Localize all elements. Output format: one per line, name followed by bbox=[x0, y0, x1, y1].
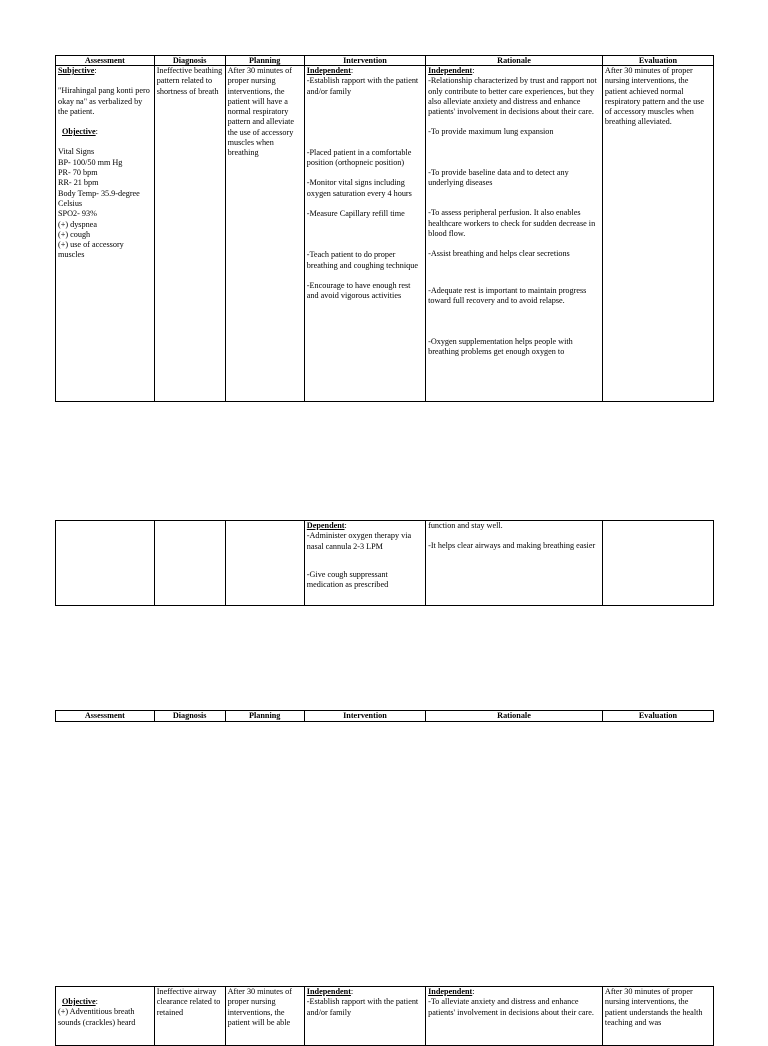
header-diagnosis: Diagnosis bbox=[154, 711, 225, 722]
intervention-cell: Dependent: -Administer oxygen therapy via nasal cannula 2-3 LPM -Give cough suppressant medication as prescribed bbox=[304, 521, 425, 606]
rationale-item: -To assess peripheral perfusion. It also enables healthcare workers to check for sudden decrease in blood flow. bbox=[428, 208, 596, 238]
header-evaluation: Evaluation bbox=[602, 711, 713, 722]
objective-label: Objective bbox=[62, 997, 96, 1006]
header-assessment: Assessment bbox=[56, 711, 155, 722]
planning-cell bbox=[225, 521, 304, 606]
vital-item: (+) cough bbox=[58, 229, 91, 239]
intervention-item: -Administer oxygen therapy via nasal cannula 2-3 LPM bbox=[306, 531, 412, 551]
care-plan-table-4 bbox=[55, 986, 714, 1046]
rationale-item: -Assist breathing and helps clear secretions bbox=[428, 249, 570, 259]
dependent-label: Dependent bbox=[306, 521, 345, 530]
rationale-item: -It helps clear airways and making breathing easier bbox=[428, 541, 596, 551]
intervention-item: -Give cough suppressant medication as prescribed bbox=[306, 569, 389, 590]
evaluation-cell: After 30 minutes of proper nursing interventions, the patient achieved normal respiratory pattern and the use of accessory muscles when breathing alleviated. bbox=[602, 66, 713, 402]
intervention-item: -Teach patient to do proper breathing and coughing technique bbox=[306, 250, 418, 270]
vital-item: SPO2- 93% bbox=[58, 209, 97, 219]
vital-item: BP- 100/50 mm Hg bbox=[58, 157, 123, 167]
intervention-item: -Measure Capillary refill time bbox=[306, 209, 405, 219]
assessment-cell: Subjective: "Hirahingal pang konti pero okay na" as verbalized by the patient. Objective: Vital Signs BP- 100/50 mm Hg PR- 70 bpm RR- 21 bpm Body Temp- 35.9-degree Celsius SPO2- 93% (+) dyspnea (+) cough (+) use of accessory muscles bbox=[56, 66, 155, 402]
independent-label: Independent bbox=[306, 987, 351, 996]
intervention-item: -Establish rapport with the patient and/or family bbox=[306, 997, 419, 1017]
assessment-text: (+) Adventitious breath sounds (crackles) heard bbox=[58, 1007, 136, 1027]
independent-label: Independent bbox=[428, 66, 473, 75]
diagnosis-cell: Ineffective airway clearance related to retained bbox=[154, 987, 225, 1046]
table-row bbox=[56, 66, 714, 402]
care-plan-table-3 bbox=[55, 710, 714, 722]
vital-item: Body Temp- 35.9-degree Celsius bbox=[58, 188, 140, 208]
header-row bbox=[56, 56, 714, 66]
evaluation-cell bbox=[602, 521, 713, 606]
care-plan-table-1 bbox=[55, 55, 714, 402]
assessment-cell bbox=[56, 521, 155, 606]
rationale-item: -Oxygen supplementation helps people with breathing problems get enough oxygen to bbox=[428, 337, 573, 357]
diagnosis-cell bbox=[154, 521, 225, 606]
rationale-item: -To provide maximum lung expansion bbox=[428, 127, 554, 137]
header-diagnosis: Diagnosis bbox=[154, 56, 225, 66]
intervention-cell: Independent: -Establish rapport with the patient and/or family -Placed patient in a comfortable position (orthopneic position) -Monitor vital signs including oxygen saturation every 4 hours -Measure Capillary refill time -Teach patient to do proper breathing and coughing technique -Encourage to have enough rest and avoid vigorous activities bbox=[304, 66, 425, 402]
header-planning: Planning bbox=[225, 711, 304, 722]
vital-item: (+) dyspnea bbox=[58, 219, 97, 229]
planning-cell: After 30 minutes of proper nursing interventions, the patient will have a normal respiratory pattern and alleviate the use of accessory muscles when breathing bbox=[225, 66, 304, 402]
header-intervention: Intervention bbox=[304, 56, 425, 66]
subjective-quote: "Hirahingal pang konti pero okay na" as verbalized by the patient. bbox=[58, 86, 150, 116]
rationale-item: -To alleviate anxiety and distress and enhance patients' involvement in decisions about their care. bbox=[428, 997, 594, 1017]
diagnosis-cell: Ineffective beathing pattern related to shortness of breath bbox=[154, 66, 225, 402]
intervention-cell: Independent: -Establish rapport with the patient and/or family bbox=[304, 987, 425, 1046]
header-intervention: Intervention bbox=[304, 711, 425, 722]
header-assessment: Assessment bbox=[56, 56, 155, 66]
header-evaluation: Evaluation bbox=[602, 56, 713, 66]
vital-item: RR- 21 bpm bbox=[58, 178, 99, 188]
header-row bbox=[56, 711, 714, 722]
rationale-cell: Independent: -Relationship characterized by trust and rapport not only contribute to better care experiences, but they also alleviate anxiety and distress and enhance patients' involvement in decisions about their care. -To provide maximum lung expansion -To provide baseline data and to detect any underlying diseases -To assess peripheral perfusion. It also enables healthcare workers to check for sudden decrease in blood flow. -Assist breathing and helps clear secretions -Adequate rest is important to maintain progress toward full recovery and to avoid relapse. -Oxygen supplementation helps people with breathing problems get enough oxygen to bbox=[426, 66, 603, 402]
rationale-item: function and stay well. bbox=[428, 521, 503, 530]
assessment-cell: Objective: (+) Adventitious breath sounds (crackles) heard bbox=[56, 987, 155, 1046]
vital-item: PR- 70 bpm bbox=[58, 168, 98, 178]
intervention-item: -Encourage to have enough rest and avoid vigorous activities bbox=[306, 280, 411, 301]
care-plan-table-2 bbox=[55, 520, 714, 606]
objective-label: Objective bbox=[62, 127, 96, 137]
rationale-cell bbox=[426, 521, 603, 606]
independent-label: Independent bbox=[306, 66, 351, 75]
intervention-item: -Monitor vital signs including oxygen saturation every 4 hours bbox=[306, 178, 412, 198]
table-row bbox=[56, 521, 714, 606]
independent-label: Independent bbox=[428, 987, 473, 996]
planning-cell: After 30 minutes of proper nursing interventions, the patient will be able bbox=[225, 987, 304, 1046]
header-rationale: Rationale bbox=[426, 56, 603, 66]
vital-item: (+) use of accessory muscles bbox=[58, 240, 124, 260]
evaluation-cell: After 30 minutes of proper nursing interventions, the patient understands the health teaching and was bbox=[602, 987, 713, 1046]
intervention-item: -Placed patient in a comfortable position (orthopneic position) bbox=[306, 147, 412, 168]
rationale-item: -Relationship characterized by trust and rapport not only contribute to better care experiences, but they also alleviate anxiety and distress and enhance patients' involvement in decisions about their care. bbox=[428, 76, 597, 117]
intervention-item: -Establish rapport with the patient and/or family bbox=[306, 76, 419, 96]
rationale-cell: Independent: -To alleviate anxiety and distress and enhance patients' involvement in decisions about their care. bbox=[426, 987, 603, 1046]
subjective-label: Subjective bbox=[58, 66, 95, 75]
table-row bbox=[56, 987, 714, 1046]
rationale-item: -To provide baseline data and to detect any underlying diseases bbox=[428, 167, 569, 188]
header-planning: Planning bbox=[225, 56, 304, 66]
header-rationale: Rationale bbox=[426, 711, 603, 722]
rationale-item: -Adequate rest is important to maintain progress toward full recovery and to avoid relapse. bbox=[428, 285, 587, 305]
vital-signs-label: Vital Signs bbox=[58, 147, 95, 157]
vitals-list bbox=[58, 158, 152, 261]
